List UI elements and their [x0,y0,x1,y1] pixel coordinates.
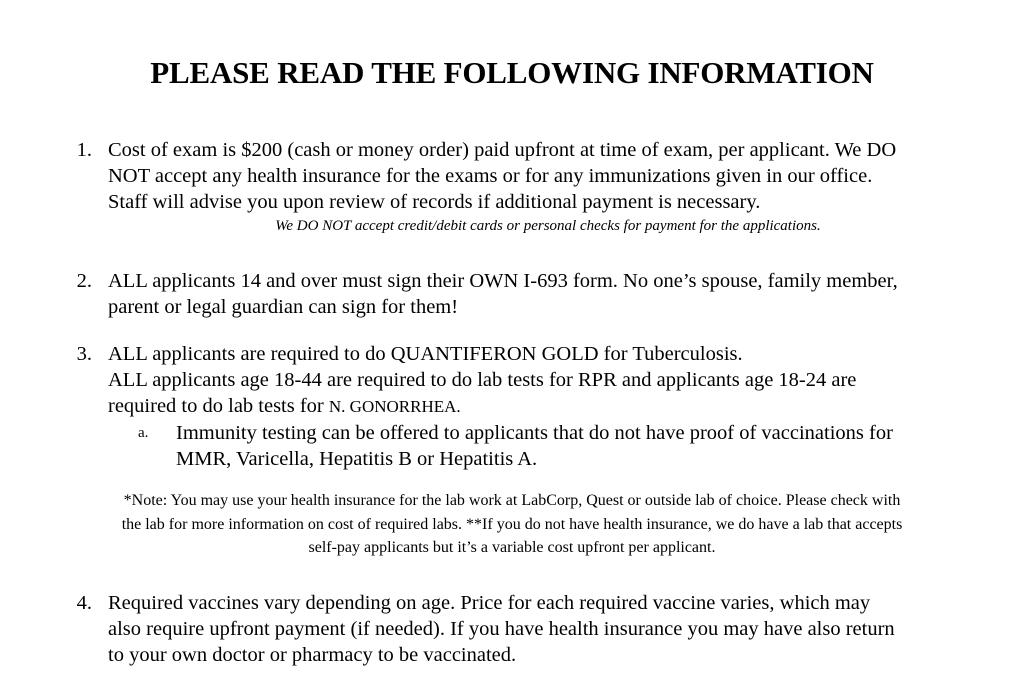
item-number: 3. [76,343,92,365]
sub-item-line: MMR, Varicella, Hepatitis B or Hepatitis A. [176,448,538,470]
lab-note [30,489,994,560]
note-line: *Note: You may use your health insurance for the lab work at LabCorp, Quest or outside lab of choice. Please check with [123,492,901,509]
item-line: also require upfront payment (if needed). If you have health insurance you may have also return [108,618,895,640]
item-line: Cost of exam is $200 (cash or money order) paid upfront at time of exam, per applicant. We DO [108,139,897,161]
item-line: NOT accept any health insurance for the exams or for any immunizations given in our office. [108,165,873,187]
item-line-text: required to do lab tests for [108,395,329,417]
page-title: PLEASE READ THE FOLLOWING INFORMATION [150,55,874,90]
item-body [108,341,1013,472]
item-line: Required vaccines vary depending on age. Price for each required vaccine varies, which may [108,592,871,614]
item-number: 4. [76,592,92,614]
item-line [108,393,1013,420]
item-line-small-text: N. GONORRHEA. [328,397,461,416]
item-line: parent or legal guardian can sign for them! [108,296,459,318]
payment-note: We DO NOT accept credit/debit cards or personal checks for payment for the applications. [275,218,821,234]
item-number: 1. [76,139,92,161]
item-body [108,137,1013,237]
item-line: ALL applicants 14 and over must sign their OWN I-693 form. No one’s spouse, family member, [108,270,898,292]
item-line: Staff will advise you upon review of records if additional payment is necessary. [108,191,761,213]
item-line: to your own doctor or pharmacy to be vaccinated. [108,644,517,666]
item-body [108,268,1013,320]
item-line: ALL applicants are required to do QUANTIFERON GOLD for Tuberculosis. [108,343,743,365]
note-line: self-pay applicants but it’s a variable cost upfront per applicant. [308,539,716,556]
sub-item-label: a. [138,425,149,441]
note-line: the lab for more information on cost of required labs. **If you do not have health insurance, we do have a lab that accepts [121,515,903,533]
sub-item-line: Immunity testing can be offered to applicants that do not have proof of vaccinations for [176,422,893,444]
sub-item-a [108,420,1013,472]
item-line: ALL applicants age 18-44 are required to do lab tests for RPR and applicants age 18-24 are [108,369,857,391]
item-number: 2. [76,270,92,292]
item-body [108,590,1013,668]
sub-item-body [176,420,893,472]
